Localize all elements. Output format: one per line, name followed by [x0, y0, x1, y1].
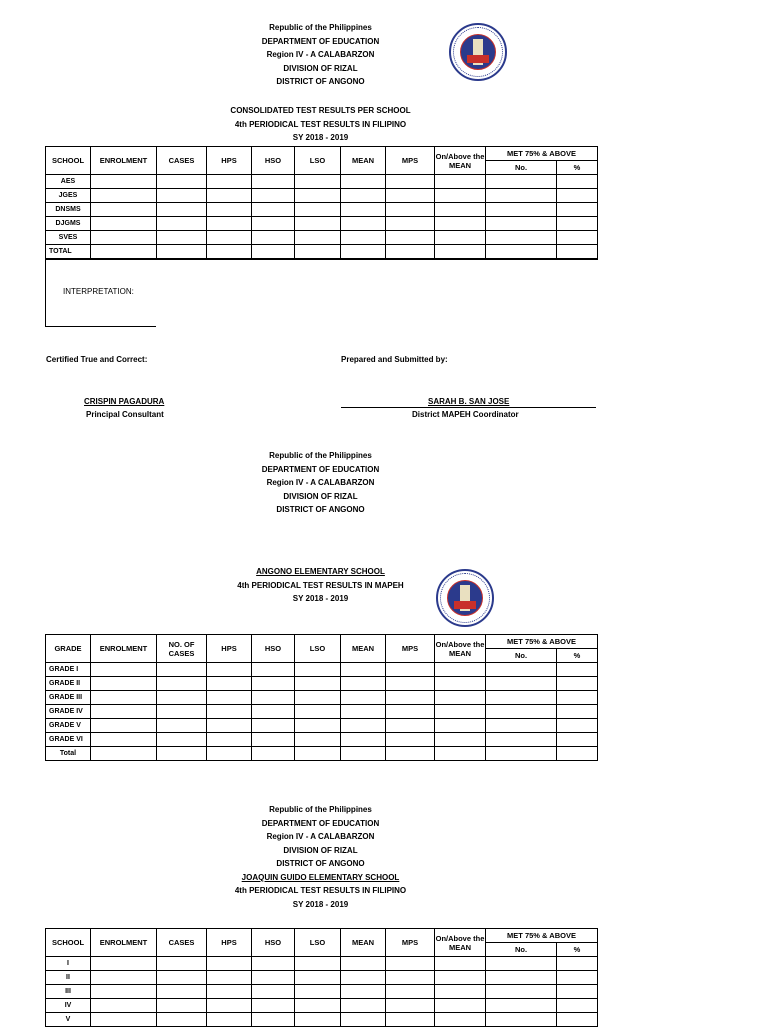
- table-row: [46, 985, 598, 999]
- col-header-met-75: MET 75% & ABOVE: [486, 929, 598, 943]
- deped-seal-icon: [436, 569, 494, 627]
- region-text: Region IV - A CALABARZON: [266, 832, 375, 841]
- col-header-grade: GRADE: [46, 635, 91, 663]
- col-header-met-75: MET 75% & ABOVE: [486, 635, 598, 649]
- col-header-mps: MPS: [386, 147, 435, 175]
- col-header-mean: MEAN: [341, 929, 386, 957]
- table-row: [46, 663, 598, 677]
- col-header-mean: MEAN: [341, 147, 386, 175]
- table-row: [46, 217, 598, 231]
- col-header-hps: HPS: [207, 147, 252, 175]
- deped-seal-icon: [449, 23, 507, 81]
- col-header-hps: HPS: [207, 635, 252, 663]
- table-row: [46, 189, 598, 203]
- district-text: DISTRICT OF ANGONO: [276, 77, 365, 86]
- row-label: GRADE I: [46, 663, 91, 677]
- department-text: DEPARTMENT OF EDUCATION: [261, 818, 380, 828]
- row-label: GRADE VI: [46, 733, 91, 747]
- interpretation-label: INTERPRETATION:: [63, 287, 134, 296]
- header-block-2: [0, 449, 641, 517]
- col-header-no: No.: [486, 649, 557, 663]
- table-row: [46, 999, 598, 1013]
- table-row: [46, 691, 598, 705]
- row-label: DNSMS: [46, 203, 91, 217]
- title-block-2: [0, 565, 641, 606]
- header-block-3: [0, 803, 641, 911]
- col-header-cases: CASES: [157, 147, 207, 175]
- district-text: DISTRICT OF ANGONO: [276, 859, 365, 868]
- col-header-on-above-mean: On/Above the MEAN: [435, 147, 486, 175]
- col-header-hso: HSO: [252, 147, 295, 175]
- division-text: DIVISION OF RIZAL: [283, 845, 358, 855]
- col-header-met-75: MET 75% & ABOVE: [486, 147, 598, 161]
- table-row: [46, 971, 598, 985]
- signer2-name: SARAH B. SAN JOSE: [428, 397, 510, 406]
- col-header-on-above-mean: On/Above the MEAN: [435, 929, 486, 957]
- table-row: [46, 175, 598, 189]
- col-header-lso: LSO: [295, 147, 341, 175]
- periodical-title: 4th PERIODICAL TEST RESULTS IN FILIPINO: [234, 886, 407, 895]
- table-row: [46, 231, 598, 245]
- region-text: Region IV - A CALABARZON: [266, 50, 375, 59]
- prepared-label: Prepared and Submitted by:: [341, 355, 448, 364]
- consolidated-title: CONSOLIDATED TEST RESULTS PER SCHOOL: [230, 106, 411, 115]
- certified-label: Certified True and Correct:: [46, 355, 148, 364]
- title-block-1: [0, 104, 641, 145]
- results-table-3: [45, 928, 598, 1027]
- col-header-mps: MPS: [386, 929, 435, 957]
- col-header-pct: %: [557, 649, 598, 663]
- table-row: [46, 957, 598, 971]
- col-header-school: SCHOOL: [46, 147, 91, 175]
- col-header-pct: %: [557, 161, 598, 175]
- col-header-enrolment: ENROLMENT: [91, 635, 157, 663]
- periodical-title: 4th PERIODICAL TEST RESULTS IN MAPEH: [237, 580, 404, 590]
- school-year: SY 2018 - 2019: [292, 594, 349, 603]
- table-row-total: [46, 245, 598, 260]
- row-label: IV: [46, 999, 91, 1013]
- signature-line: [341, 407, 596, 408]
- school-year: SY 2018 - 2019: [292, 899, 349, 909]
- table-row: [46, 733, 598, 747]
- row-label: V: [46, 1013, 91, 1027]
- table-row-total: [46, 747, 598, 761]
- republic-text: Republic of the Philippines: [269, 451, 372, 460]
- district-text: DISTRICT OF ANGONO: [276, 505, 365, 514]
- division-text: DIVISION OF RIZAL: [283, 491, 358, 501]
- table-row: [46, 705, 598, 719]
- table-row: [46, 719, 598, 733]
- row-label: JGES: [46, 189, 91, 203]
- republic-text: Republic of the Philippines: [269, 23, 372, 32]
- row-label: II: [46, 971, 91, 985]
- col-header-mean: MEAN: [341, 635, 386, 663]
- row-label: GRADE V: [46, 719, 91, 733]
- signer1-name: CRISPIN PAGADURA: [84, 397, 165, 406]
- row-label: GRADE III: [46, 691, 91, 705]
- periodical-title: 4th PERIODICAL TEST RESULTS IN FILIPINO: [234, 119, 407, 129]
- department-text: DEPARTMENT OF EDUCATION: [261, 36, 380, 46]
- row-label: Total: [46, 747, 91, 761]
- table-row: [46, 1013, 598, 1027]
- col-header-hso: HSO: [252, 635, 295, 663]
- signer2-title: District MAPEH Coordinator: [412, 410, 519, 419]
- row-label: DJGMS: [46, 217, 91, 231]
- col-header-no: No.: [486, 943, 557, 957]
- signer1-title: Principal Consultant: [86, 410, 164, 419]
- col-header-lso: LSO: [295, 929, 341, 957]
- row-label: I: [46, 957, 91, 971]
- row-label: AES: [46, 175, 91, 189]
- school-year: SY 2018 - 2019: [292, 133, 349, 142]
- school-name: ANGONO ELEMENTARY SCHOOL: [256, 567, 385, 576]
- republic-text: Republic of the Philippines: [269, 805, 372, 814]
- results-table-1: [45, 146, 598, 260]
- school-name: JOAQUIN GUIDO ELEMENTARY SCHOOL: [241, 872, 400, 882]
- col-header-enrolment: ENROLMENT: [91, 147, 157, 175]
- results-table-2: [45, 634, 598, 761]
- col-header-cases: CASES: [157, 929, 207, 957]
- table-row: [46, 677, 598, 691]
- department-text: DEPARTMENT OF EDUCATION: [261, 464, 380, 474]
- col-header-lso: LSO: [295, 635, 341, 663]
- region-text: Region IV - A CALABARZON: [266, 478, 375, 487]
- division-text: DIVISION OF RIZAL: [283, 63, 358, 73]
- row-label: TOTAL: [46, 245, 91, 260]
- row-label: GRADE II: [46, 677, 91, 691]
- col-header-school: SCHOOL: [46, 929, 91, 957]
- col-header-pct: %: [557, 943, 598, 957]
- row-label: SVES: [46, 231, 91, 245]
- col-header-hso: HSO: [252, 929, 295, 957]
- col-header-enrolment: ENROLMENT: [91, 929, 157, 957]
- col-header-no: No.: [486, 161, 557, 175]
- col-header-on-above-mean: On/Above the MEAN: [435, 635, 486, 663]
- table-row: [46, 203, 598, 217]
- col-header-hps: HPS: [207, 929, 252, 957]
- header-block-1: [0, 21, 641, 89]
- row-label: III: [46, 985, 91, 999]
- col-header-mps: MPS: [386, 635, 435, 663]
- row-label: GRADE IV: [46, 705, 91, 719]
- col-header-no-of-cases: NO. OF CASES: [157, 635, 207, 663]
